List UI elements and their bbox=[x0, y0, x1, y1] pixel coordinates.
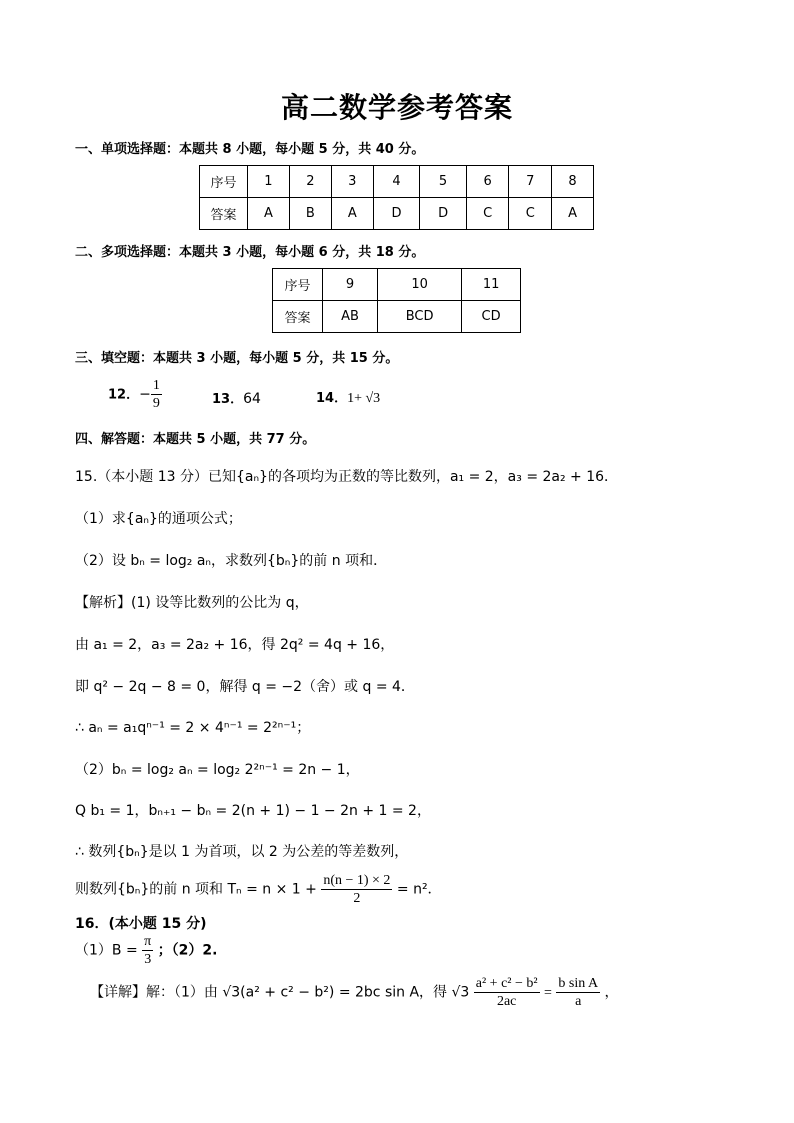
q12-denominator: 9 bbox=[152, 396, 160, 411]
q12-numerator: 1 bbox=[152, 378, 160, 393]
q16-answer-prefix: （1）B = bbox=[75, 942, 138, 959]
table-row bbox=[200, 166, 594, 198]
section4-heading: 四、解答题：本题共 5 小题，共 77 分。 bbox=[75, 432, 316, 447]
q15-solution-line: 【解析】(1) 设等比数列的公比为 q， bbox=[75, 595, 309, 611]
sum-fraction bbox=[321, 872, 392, 907]
q16-answer-suffix: ；（2）2. bbox=[157, 942, 218, 959]
q16-detail-fraction-2 bbox=[556, 975, 600, 1010]
table-cell: 答案 bbox=[200, 198, 248, 230]
table-row bbox=[200, 198, 594, 230]
sum-numerator: n(n − 1) × 2 bbox=[323, 873, 391, 888]
q15-solution-line: Q b₁ = 1，bₙ₊₁ − bₙ = 2(n + 1) − 1 − 2n + 1 = 2， bbox=[75, 803, 431, 819]
q12-sign: − bbox=[139, 386, 151, 403]
q15-solution-line: （2）bₙ = log₂ aₙ = log₂ 2²ⁿ⁻¹ = 2n − 1， bbox=[75, 762, 360, 778]
q14-answer: 1+ √3 bbox=[347, 391, 381, 406]
q16-stem: 16．(本小题 15 分) bbox=[75, 916, 207, 932]
q14-label: 14． bbox=[316, 391, 348, 406]
table-cell: A bbox=[331, 198, 373, 230]
table-row bbox=[273, 301, 521, 333]
table-cell: 9 bbox=[323, 269, 378, 301]
table-cell: 7 bbox=[509, 166, 552, 198]
table-cell: 答案 bbox=[273, 301, 323, 333]
table-cell: C bbox=[466, 198, 509, 230]
q13-label: 13． bbox=[212, 392, 244, 407]
q15-stem: 15.（本小题 13 分）已知{aₙ}的各项均为正数的等比数列，a₁ = 2，a₃ = 2a₂ + 16． bbox=[75, 469, 619, 485]
q16-detail-numerator-1: a² + c² − b² bbox=[475, 976, 538, 991]
q15-solution-line: ∴ 数列{bₙ}是以 1 为首项，以 2 为公差的等差数列， bbox=[75, 844, 409, 860]
table-cell: 序号 bbox=[200, 166, 248, 198]
table-cell: AB bbox=[323, 301, 378, 333]
table-cell: 2 bbox=[289, 166, 331, 198]
q16-answer bbox=[75, 933, 218, 968]
answer-q14 bbox=[316, 387, 380, 407]
q16-detail-denominator-1: 2ac bbox=[496, 994, 517, 1009]
section3-heading: 三、填空题：本题共 3 小题，每小题 5 分，共 15 分。 bbox=[75, 351, 399, 366]
table-cell: CD bbox=[462, 301, 521, 333]
table-cell: 序号 bbox=[273, 269, 323, 301]
table-cell: 4 bbox=[373, 166, 420, 198]
q15-solution-sum bbox=[75, 872, 442, 907]
table-cell: A bbox=[248, 198, 290, 230]
q16-detail-fraction-1 bbox=[474, 975, 540, 1010]
table-cell: 5 bbox=[420, 166, 467, 198]
table-cell: 6 bbox=[466, 166, 509, 198]
table-cell: BCD bbox=[378, 301, 462, 333]
q15-solution-line: ∴ aₙ = a₁qⁿ⁻¹ = 2 × 4ⁿ⁻¹ = 2²ⁿ⁻¹； bbox=[75, 720, 311, 736]
table-cell: 8 bbox=[552, 166, 594, 198]
table-cell: D bbox=[420, 198, 467, 230]
section2-heading: 二、多项选择题：本题共 3 小题，每小题 6 分，共 18 分。 bbox=[75, 245, 425, 260]
table-cell: D bbox=[373, 198, 420, 230]
q16-detail-denominator-2: a bbox=[575, 994, 582, 1009]
q12-label: 12． bbox=[108, 387, 140, 403]
table-cell: 1 bbox=[248, 166, 290, 198]
table-cell: A bbox=[552, 198, 594, 230]
sum-prefix: 则数列{bₙ}的前 n 项和 Tₙ = n × 1 + bbox=[75, 881, 317, 898]
page-title: 高二数学参考答案 bbox=[280, 91, 513, 124]
table-cell: C bbox=[509, 198, 552, 230]
q16-detail-prefix: 【详解】解：（1）由 √3(a² + c² − b²) = 2bc sin A，得 √3 bbox=[90, 984, 470, 1001]
q16-answer-numerator: π bbox=[144, 934, 152, 949]
q15-part2: （2）设 bₙ = log₂ aₙ，求数列{bₙ}的前 n 项和． bbox=[75, 553, 388, 569]
q12-fraction bbox=[151, 377, 162, 412]
single-choice-table bbox=[199, 165, 594, 230]
q16-answer-denominator: 3 bbox=[144, 952, 152, 967]
q13-answer: 64 bbox=[243, 391, 261, 407]
table-cell: B bbox=[289, 198, 331, 230]
table-row bbox=[273, 269, 521, 301]
table-cell: 11 bbox=[462, 269, 521, 301]
table-cell: 10 bbox=[378, 269, 462, 301]
table-cell: 3 bbox=[331, 166, 373, 198]
q16-detail-suffix: ， bbox=[604, 984, 619, 1001]
section1-heading: 一、单项选择题：本题共 8 小题，每小题 5 分，共 40 分。 bbox=[75, 142, 425, 157]
multi-choice-table bbox=[272, 268, 521, 333]
q15-part1: （1）求{aₙ}的通项公式； bbox=[75, 511, 242, 527]
q15-solution-line: 由 a₁ = 2，a₃ = 2a₂ + 16，得 2q² = 4q + 16， bbox=[75, 637, 395, 653]
answer-q12 bbox=[108, 377, 162, 412]
q16-detail-equals: = bbox=[544, 985, 552, 1001]
sum-denominator: 2 bbox=[353, 891, 361, 906]
answer-q13 bbox=[212, 388, 261, 407]
sum-suffix: = n²． bbox=[396, 881, 442, 898]
q15-solution-line: 即 q² − 2q − 8 = 0，解得 q = −2（舍）或 q = 4． bbox=[75, 679, 415, 695]
q16-detail-numerator-2: b sin A bbox=[558, 976, 599, 991]
q16-detail bbox=[90, 975, 619, 1010]
q16-answer-fraction bbox=[142, 933, 153, 968]
